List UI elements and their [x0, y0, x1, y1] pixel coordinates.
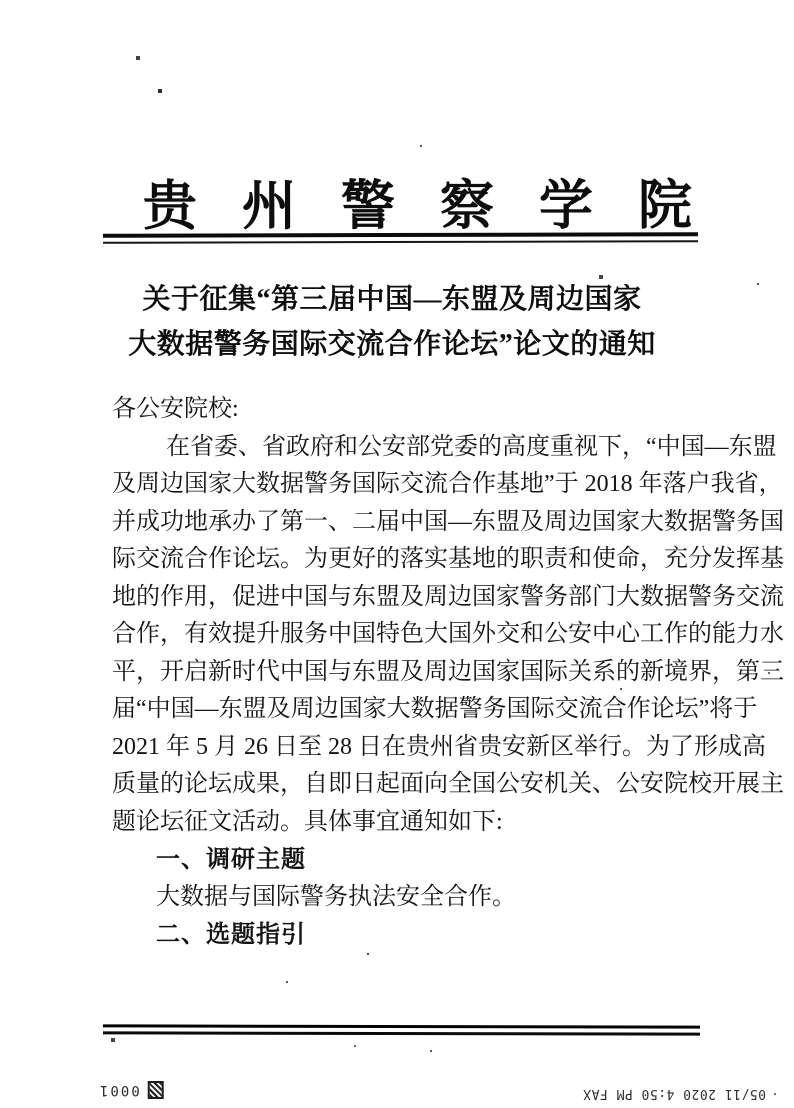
paragraph-line: 届“中国—东盟及周边国家大数据警务国际交流合作论坛”将于 — [112, 696, 758, 722]
document-title-line-1: 关于征集“第三届中国—东盟及周边国家 — [142, 284, 642, 315]
salutation: 各公安院校: — [112, 396, 239, 422]
fax-page-counter-value: 0001 — [98, 1082, 140, 1098]
fax-page-icon — [148, 1081, 164, 1099]
paragraph-line: 题论坛征文活动。具体事宜通知如下: — [112, 808, 503, 835]
paragraph-line: 质量的论坛成果，自即日起面向全国公安机关、公安院校开展主 — [112, 771, 784, 797]
institution-name: 贵州警察学院 — [142, 175, 738, 237]
paragraph-line: 际交流合作论坛。为更好的落实基地的职责和使命，充分发挥基 — [112, 546, 784, 572]
paragraph-line: 地的作用，促进中国与东盟及周边国家警务部门大数据警务交流 — [112, 583, 784, 610]
document-title-line-2: 大数据警务国际交流合作论坛”论文的通知 — [128, 329, 656, 360]
masthead-double-rule — [103, 232, 698, 244]
section-1-heading: 一、调研主题 — [156, 846, 306, 873]
paper-edge-artifact — [103, 1024, 700, 1035]
paragraph-line: 平，开启新时代中国与东盟及周边国家国际关系的新境界，第三 — [112, 658, 784, 685]
paragraph-line: 及周边国家大数据警务国际交流合作基地”于 2018 年落户我省， — [112, 471, 783, 497]
section-1-body: 大数据与国际警务执法安全合作。 — [156, 883, 516, 910]
scanner-dust-specks — [0, 0, 2, 2]
document-title — [0, 277, 789, 367]
notice-body — [112, 391, 784, 954]
paragraph-line: 合作，有效提升服务中国特色大国外交和公安中心工作的能力水 — [112, 621, 784, 647]
fax-timestamp: 05/11 2020 4:50 PM FAX — [582, 1086, 766, 1101]
section-2-heading: 二、选题指引 — [156, 921, 306, 948]
paragraph-line: 并成功地承办了第一、二届中国—东盟及周边国家大数据警务国 — [112, 508, 784, 535]
paragraph-line: 2021 年 5 月 26 日至 28 日在贵州省贵安新区举行。为了形成高 — [112, 733, 766, 760]
fax-page-counter — [98, 1081, 164, 1099]
paragraph-line: 在省委、省政府和公安部党委的高度重视下，“中国—东盟 — [166, 433, 777, 460]
